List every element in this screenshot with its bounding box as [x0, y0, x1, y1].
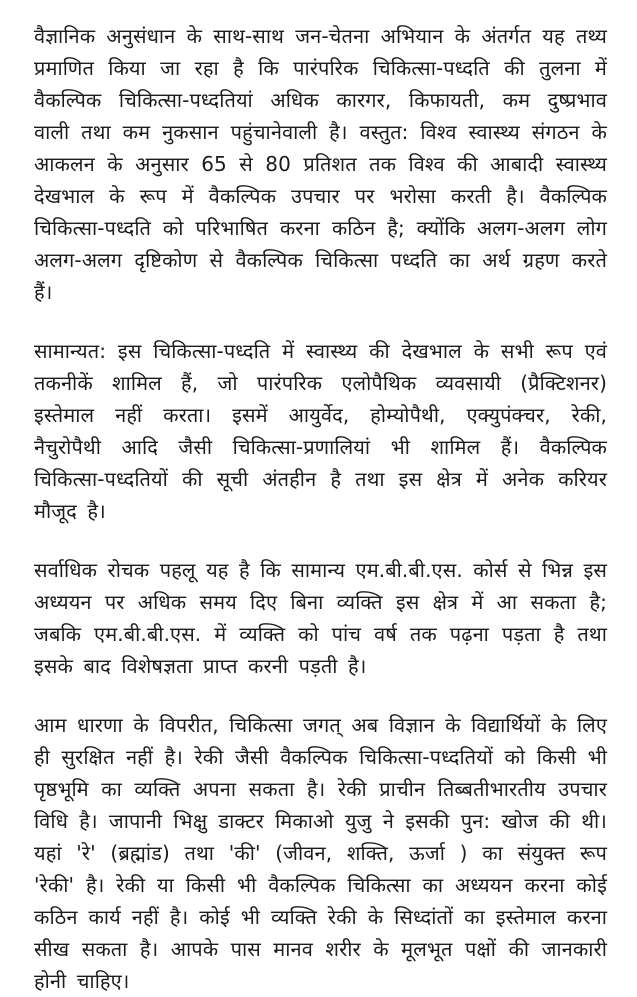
paragraph-alternative-medicine-intro: वैज्ञानिक अनुसंधान के साथ-साथ जन-चेतना अभियान के अंतर्गत यह तथ्य प्रमाणित किया जा रहा है कि पारंपरिक चिकित्सा-पध्दति की तुलना में वैकल्पिक चिकित्सा-पध्दतियां अधिक कारगर, किफायती, कम दुष्प्रभाव वाली तथा कम नुकसान पहुंचानेवाली है। वस्तुत: विश्व स्वास्थ्य संगठन के आकलन के अनुसार 65 से 80 प्रतिशत तक विश्व की आबादी स्वास्थ्य देखभाल के रूप में वैकल्पिक उपचार पर भरोसा करती है। वैकल्पिक चिकित्सा-पध्दति को परिभाषित करना कठिन है; क्योंकि अलग-अलग लोग अलग-अलग दृष्टिकोण से वैकल्पिक चिकित्सा पध्दति का अर्थ ग्रहण करते हैं।	[34, 24, 607, 304]
paragraph-scope-of-systems: सामान्यत: इस चिकित्सा-पध्दति में स्वास्थ्य की देखभाल के सभी रूप एवं तकनीकें शामिल हैं, जो पारंपरिक एलोपैथिक व्यवसायी (प्रैक्टिशनर) इस्तेमाल नहीं करता। इसमें आयुर्वेद, होम्योपैथी, एक्युपंक्चर, रेकी, नैचुरोपैथी आदि जैसी चिकित्सा-प्रणालियां भी शामिल हैं। वैकल्पिक चिकित्सा-पध्दतियों की सूची अंतहीन है तथा इस क्षेत्र में अनेक करियर मौजूद है।	[34, 339, 607, 523]
paragraph-reiki-history: आम धारणा के विपरीत, चिकित्सा जगत् अब विज्ञान के विद्यार्थियों के लिए ही सुरक्षित नहीं है। रेकी जैसी वैकल्पिक चिकित्सा-पध्दतियों को किसी भी पृष्ठभूमि का व्यक्ति अपना सकता है। रेकी प्राचीन तिब्बतीभारतीय उपचार विधि है। जापानी भिक्षु डाक्टर मिकाओ युजु ने इसकी पुन: खोज की थी। यहां 'रे' (ब्रह्मांड) तथा 'की' (जीवन, शक्ति, ऊर्जा ) का संयुक्त रूप 'रेकी' है। रेकी या किसी भी वैकल्पिक चिकित्सा का अध्ययन करना कोई कठिन कार्य नहीं है। कोई भी व्यक्ति रेकी के सिध्दांतों का इस्तेमाल करना सीख सकता है। आपके पास मानव शरीर के मूलभूत पक्षों की जानकारी होनी चाहिए।	[34, 713, 607, 993]
paragraph-mbbs-comparison: सर्वाधिक रोचक पहलू यह है कि सामान्य एम.बी.बी.एस. कोर्स से भिन्न इस अध्ययन पर अधिक समय दिए बिना व्यक्ति इस क्षेत्र में आ सकता है; जबकि एम.बी.बी.एस. में व्यक्ति को पांच वर्ष तक पढ़ना पड़ता है तथा इसके बाद विशेषज्ञता प्राप्त करनी पड़ती है।	[34, 558, 607, 678]
